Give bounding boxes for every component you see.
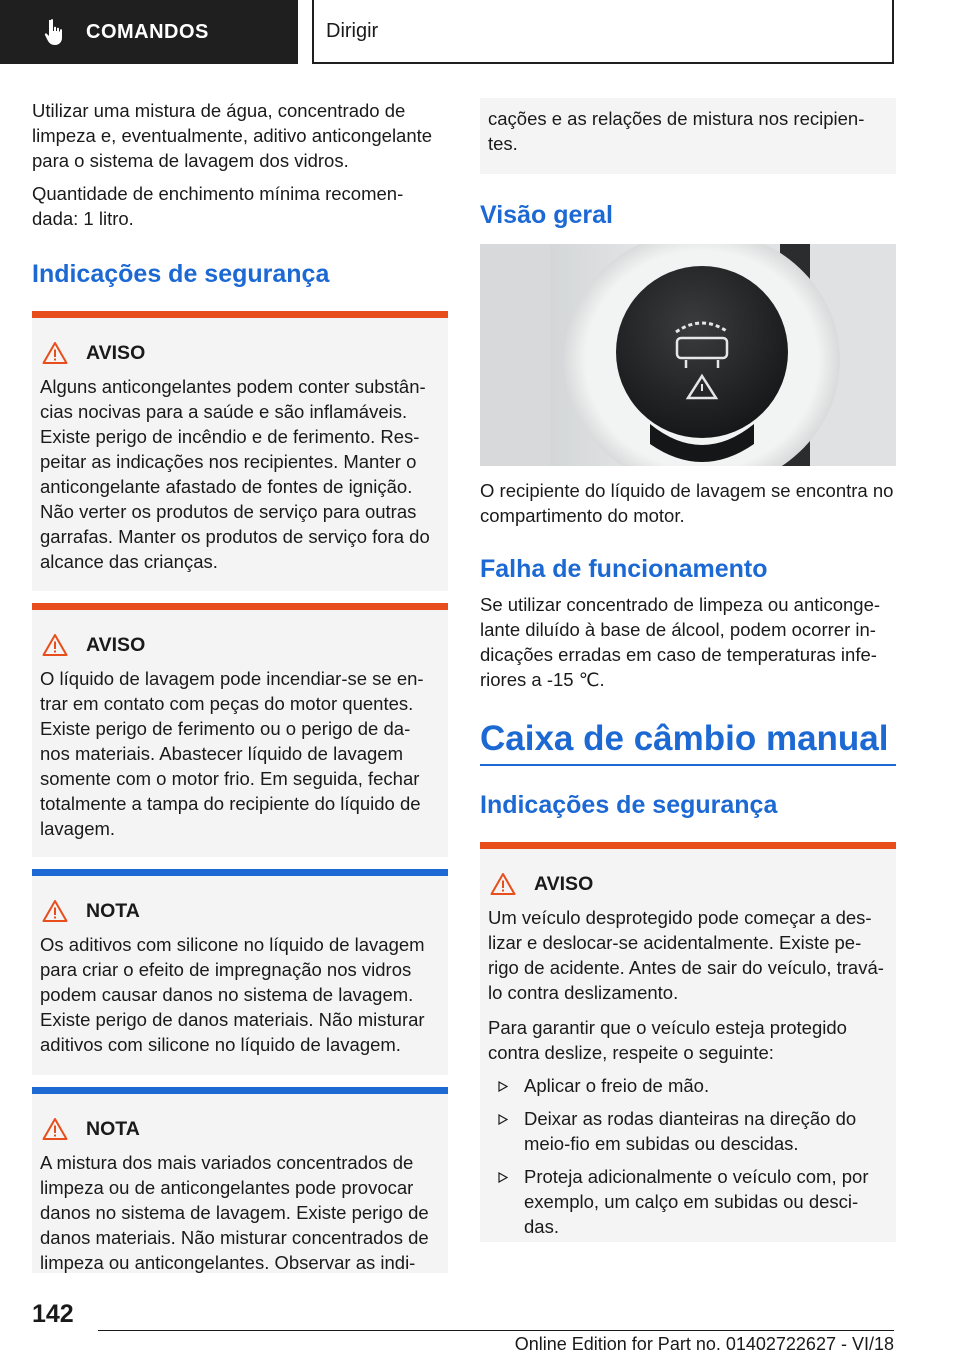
section-label: Dirigir	[326, 19, 379, 42]
warning-text: Um veículo desprotegido pode começar a des-lizar e deslocar-se acidentalmente. Existe pe-rigo de acidente. Antes de sair do veículo, travá-lo contra deslizamento.	[488, 907, 884, 1003]
malfunction-heading: Falha de funcionamento	[480, 555, 768, 583]
chapter-heading: Caixa de câmbio manual	[480, 719, 889, 758]
note-box-mixture-continued	[480, 98, 896, 174]
triangle-bullet-icon	[498, 1172, 508, 1183]
note-title: NOTA	[86, 1117, 140, 1140]
triangle-bullet-icon	[498, 1114, 508, 1125]
warning-box-rolling	[480, 842, 896, 1242]
edition-text: Online Edition for Part no. 01402722627 - VI/18	[514, 1334, 894, 1354]
footer-divider	[98, 1330, 894, 1331]
warning-triangle-icon	[42, 899, 68, 923]
warning-box-fluid-fire	[32, 603, 448, 857]
warning-box-antifreeze	[32, 311, 448, 591]
warning-triangle-icon	[490, 872, 516, 896]
chapter-label: COMANDOS	[86, 20, 209, 43]
precaution-list	[488, 1073, 888, 1239]
chapter-tab[interactable]	[0, 0, 298, 64]
note-text: A mistura dos mais variados concentrados de limpeza ou de anticongelantes pode provocar danos no sistema de lavagem. Existe perigo de danos materiais. Não misturar concentrados de limpeza ou anticongelantes. Observar as indi-	[40, 1152, 429, 1273]
warning-title: AVISO	[534, 872, 594, 895]
safety-heading-right: Indicações de segurança	[480, 791, 778, 819]
washer-fluid-reservoir-photo	[480, 244, 896, 466]
list-item	[488, 1164, 888, 1239]
hand-pointer-icon	[42, 18, 66, 46]
list-item-text: Deixar as rodas dianteiras na direção do meio-fio em subidas ou descidas.	[524, 1108, 857, 1154]
note-title: NOTA	[86, 899, 140, 922]
warning-title: AVISO	[86, 633, 146, 656]
list-item	[488, 1073, 888, 1098]
section-tab[interactable]	[312, 0, 894, 64]
triangle-bullet-icon	[498, 1081, 508, 1092]
warning-triangle-icon	[42, 1117, 68, 1141]
note-box-mixture	[32, 1087, 448, 1273]
list-item	[488, 1106, 888, 1156]
right-column	[480, 98, 896, 1242]
note-text: Os aditivos com silicone no líquido de lavagem para criar o efeito de impregnação nos vidros podem causar danos no sistema de lavagem. Existe perigo de danos materiais. Não misturar aditivos com silicone no líquido de lavagem.	[40, 934, 425, 1055]
intro-paragraph-2: Quantidade de enchimento mínima recomen-dada: 1 litro.	[32, 183, 404, 229]
list-item-text: Aplicar o freio de mão.	[524, 1075, 710, 1096]
overview-heading: Visão geral	[480, 201, 613, 229]
intro-paragraph-1: Utilizar uma mistura de água, concentrado de limpeza e, eventualmente, aditivo anticongelante para o sistema de lavagem dos vidros.	[32, 100, 433, 171]
note-box-silicone	[32, 869, 448, 1075]
warning-triangle-icon	[42, 341, 68, 365]
overview-text: O recipiente do líquido de lavagem se encontra no compartimento do motor.	[480, 480, 894, 526]
malfunction-text: Se utilizar concentrado de limpeza ou anticonge-lante diluído à base de álcool, podem ocorrer in-dicações erradas em caso de temperaturas infe-riores a -15 ℃.	[480, 594, 881, 690]
warning-text-secondary: Para garantir que o veículo esteja protegido contra deslize, respeite o seguinte:	[488, 1017, 847, 1063]
note-text-continued: cações e as relações de mistura nos recipien-tes.	[488, 108, 865, 154]
warning-text: O líquido de lavagem pode incendiar-se se en-trar em contato com peças do motor quentes. Existe perigo de ferimento ou o perigo de da-nos materiais. Abastecer líquido de lavagem somente com o motor frio. Em seguida, fechar totalmente a tampa do recipiente do líquido de lavagem.	[40, 668, 424, 839]
list-item-text: Proteja adicionalmente o veículo com, por exemplo, um calço em subidas ou desci-das.	[524, 1166, 869, 1237]
warning-title: AVISO	[86, 341, 146, 364]
left-column	[32, 98, 448, 1273]
chapter-heading-wrap	[480, 718, 896, 766]
warning-triangle-icon	[42, 633, 68, 657]
page-number: 142	[32, 1300, 74, 1328]
warning-text: Alguns anticongelantes podem conter substân-cias nocivas para a saúde e são inflamáveis. Existe perigo de incêndio e de ferimento. Res-peitar as indicações nos recipientes. Manter o anticongelante afastado de fontes de ignição. Não verter os produtos de serviço para outras garrafas. Manter os produtos de serviço fora do alcance das crianças.	[40, 376, 430, 572]
safety-heading-left: Indicações de segurança	[32, 260, 330, 288]
